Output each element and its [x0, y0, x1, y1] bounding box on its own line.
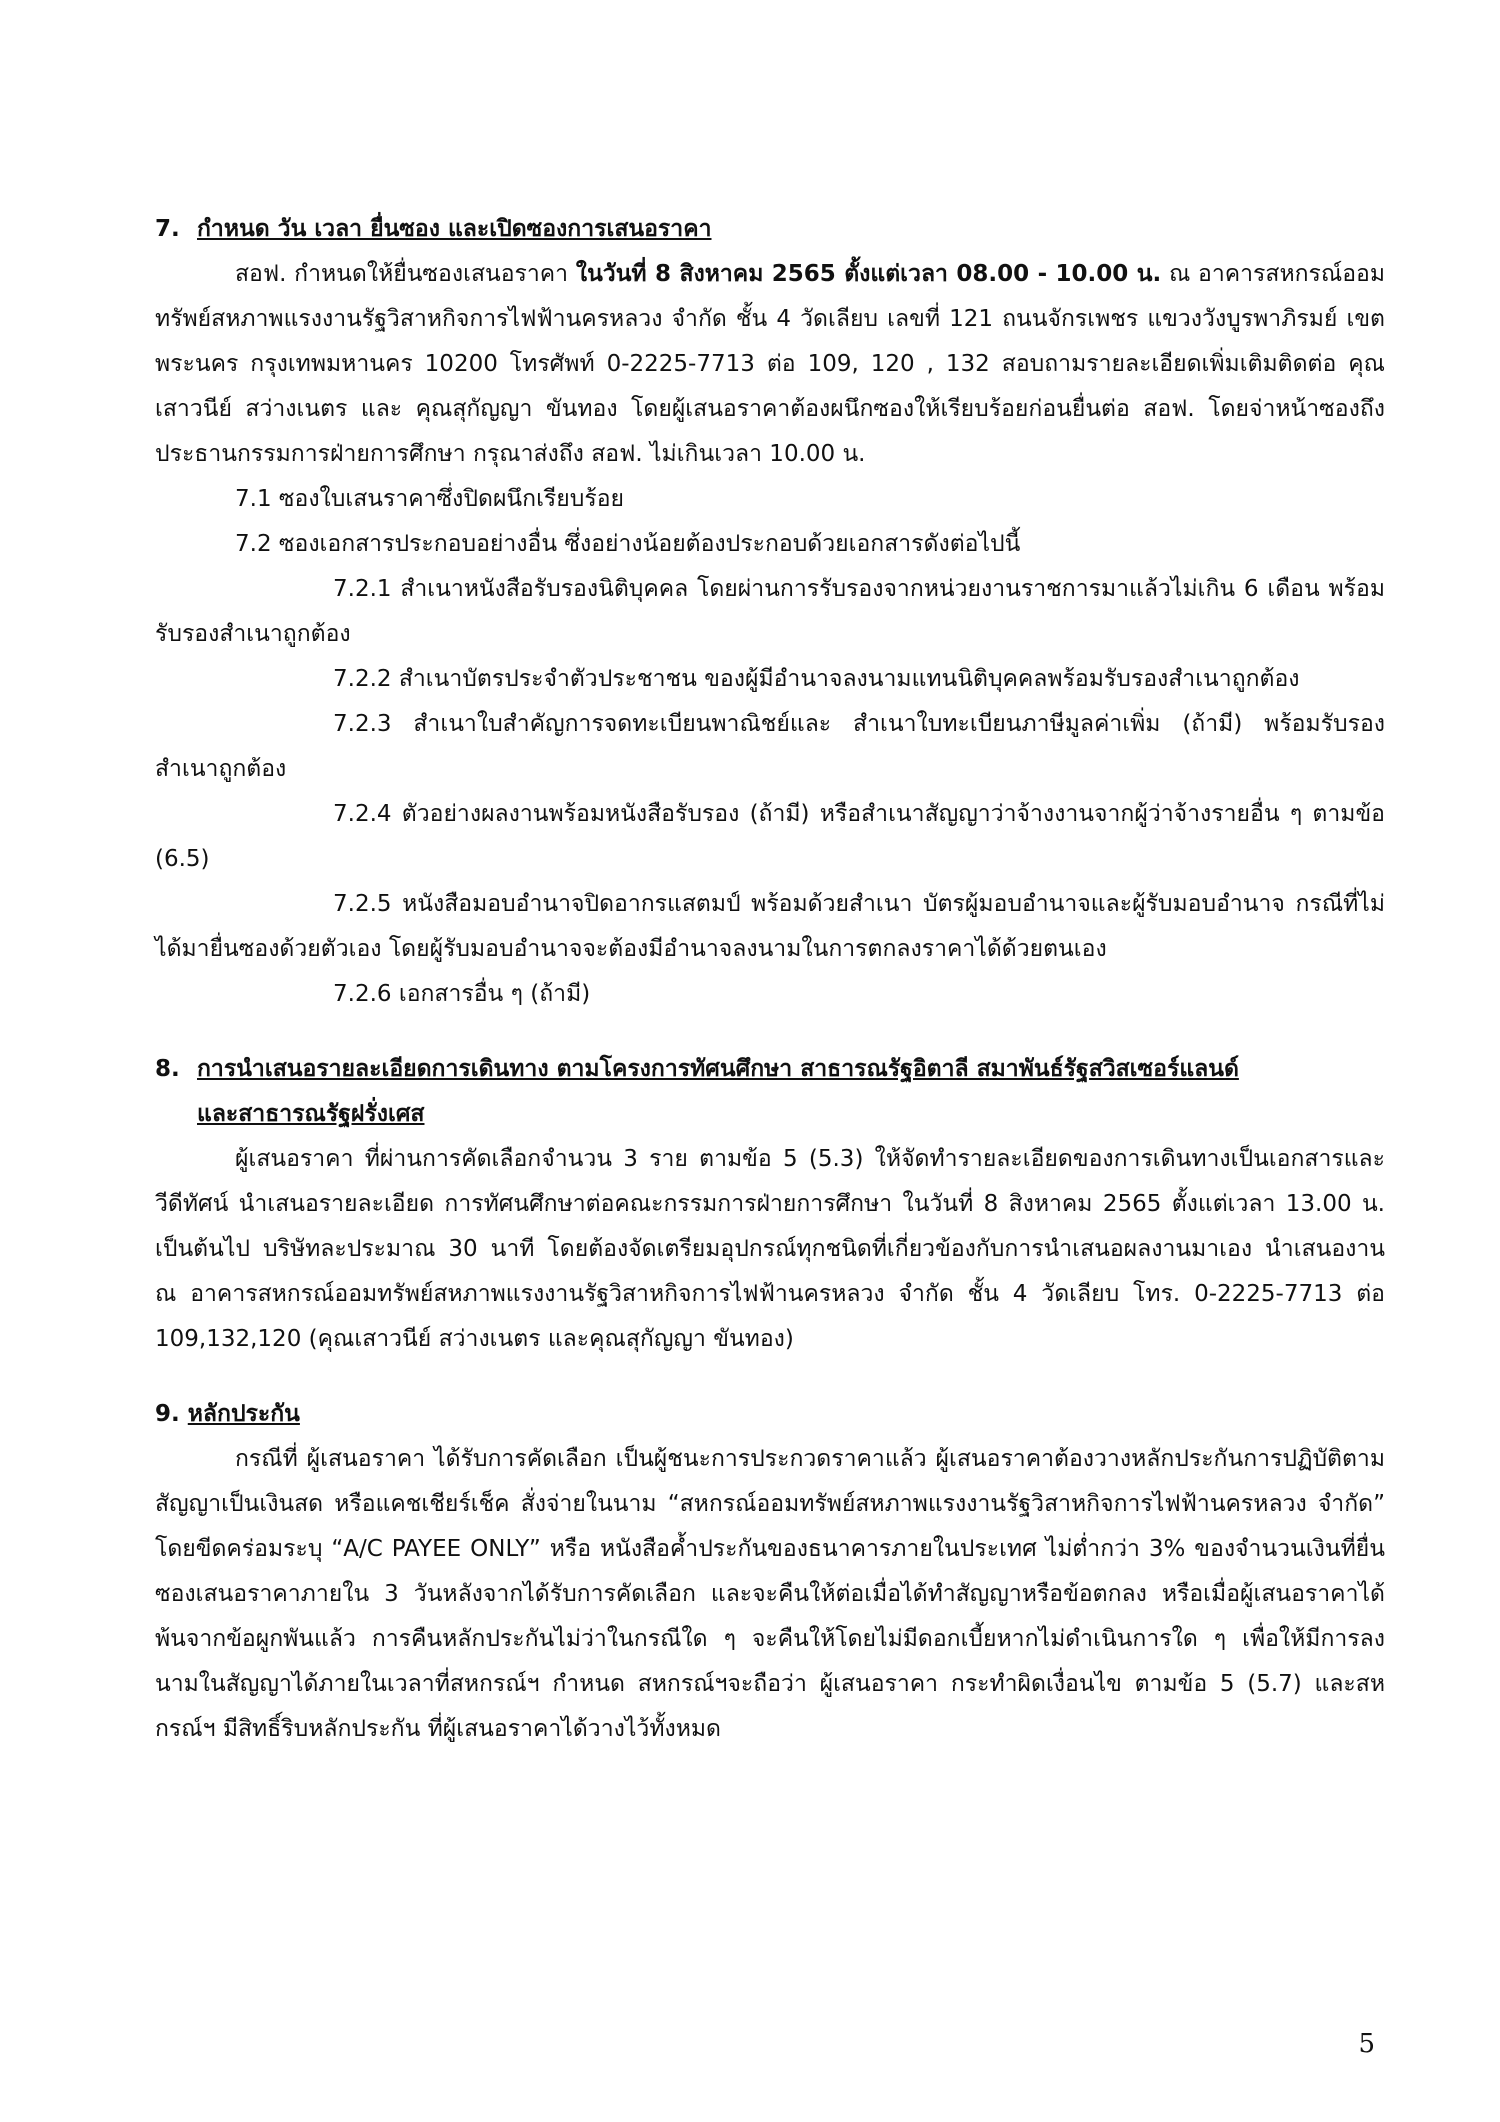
section-title-line1: การนำเสนอรายละเอียดการเดินทาง ตามโครงการทัศนศึกษา สาธารณรัฐอิตาลี สมาพันธ์รัฐสวิสเซอร์แลนด์	[197, 1056, 1239, 1082]
intro-lead: สอฟ. กำหนดให้ยื่นซองเสนอราคา	[235, 261, 576, 287]
section-8-body: ผู้เสนอราคา ที่ผ่านการคัดเลือกจำนวน 3 ราย ตามข้อ 5 (5.3) ให้จัดทำรายละเอียดของการเดินทางเป็นเอกสารและวีดีทัศน์ นำเสนอรายละเอียด การทัศนศึกษาต่อคณะกรรมการฝ่ายการศึกษา ในวันที่ 8 สิงหาคม 2565 ตั้งแต่เวลา 13.00 น. เป็นต้นไป บริษัทละประมาณ 30 นาที โดยต้องจัดเตรียมอุปกรณ์ทุกชนิดที่เกี่ยวข้องกับการนำเสนอผลงานมาเอง นำเสนองาน ณ อาคารสหกรณ์ออมทรัพย์สหภาพแรงงานรัฐวิสาหกิจการไฟฟ้านครหลวง จำกัด ชั้น 4 วัดเลียบ โทร. 0-2225-7713 ต่อ 109,132,120 (คุณเสาวนีย์ สว่างเนตร และคุณสุกัญญา ขันทอง)	[155, 1146, 1385, 1352]
page-number: 5	[1358, 2029, 1375, 2059]
item-7-2-3: 7.2.3 สำเนาใบสำคัญการจดทะเบียนพาณิชย์และ สำเนาใบทะเบียนภาษีมูลค่าเพิ่ม (ถ้ามี) พร้อมรับรองสำเนาถูกต้อง	[155, 711, 1385, 782]
section-title-line2: และสาธารณรัฐฝรั่งเศส	[197, 1101, 425, 1127]
section-number: 9.	[155, 1401, 180, 1427]
intro-date-bold: ในวันที่ 8 สิงหาคม 2565 ตั้งแต่เวลา 08.00 - 10.00 น.	[575, 261, 1162, 287]
section-9-heading	[155, 1392, 1385, 1437]
document-page	[155, 207, 1385, 1752]
item-7-2-2: 7.2.2 สำเนาบัตรประจำตัวประชาชน ของผู้มีอำนาจลงนามแทนนิติบุคคลพร้อมรับรองสำเนาถูกต้อง	[333, 666, 1300, 692]
section-9-body: กรณีที่ ผู้เสนอราคา ได้รับการคัดเลือก เป็นผู้ชนะการประกวดราคาแล้ว ผู้เสนอราคาต้องวางหลักประกันการปฏิบัติตามสัญญาเป็นเงินสด หรือแคชเชียร์เช็ค สั่งจ่ายในนาม “สหกรณ์ออมทรัพย์สหภาพแรงงานรัฐวิสาหกิจการไฟฟ้านครหลวง จำกัด” โดยขีดคร่อมระบุ “A/C PAYEE ONLY” หรือ หนังสือค้ำประกันของธนาคารภายในประเทศ ไม่ต่ำกว่า 3% ของจำนวนเงินที่ยื่นซองเสนอราคาภายใน 3 วันหลังจากได้รับการคัดเลือก และจะคืนให้ต่อเมื่อได้ทำสัญญาหรือข้อตกลง หรือเมื่อผู้เสนอราคาได้พ้นจากข้อผูกพันแล้ว การคืนหลักประกันไม่ว่าในกรณีใด ๆ จะคืนให้โดยไม่มีดอกเบี้ยหากไม่ดำเนินการใด ๆ เพื่อให้มีการลงนามในสัญญาได้ภายในเวลาที่สหกรณ์ฯ กำหนด สหกรณ์ฯจะถือว่า ผู้เสนอราคา กระทำผิดเงื่อนไข ตามข้อ 5 (5.7) และสหกรณ์ฯ มีสิทธิ์ริบหลักประกัน ที่ผู้เสนอราคาได้วางไว้ทั้งหมด	[155, 1446, 1385, 1742]
section-title: กำหนด วัน เวลา ยื่นซอง และเปิดซองการเสนอราคา	[197, 216, 712, 242]
intro-details: ณ อาคารสหกรณ์ออมทรัพย์สหภาพแรงงานรัฐวิสาหกิจการไฟฟ้านครหลวง จำกัด ชั้น 4 วัดเลียบ เลขที่ 121 ถนนจักรเพชร แขวงวังบูรพาภิรมย์ เขตพระนคร กรุงเทพมหานคร 10200 โทรศัพท์ 0-2225-7713 ต่อ 109, 120 , 132 สอบถามรายละเอียดเพิ่มเติมติดต่อ คุณเสาวนีย์ สว่างเนตร และ คุณสุกัญญา ขันทอง โดยผู้เสนอราคาต้องผนึกซองให้เรียบร้อยก่อนยื่นต่อ สอฟ. โดยจ่าหน้าซองถึงประธานกรรมการฝ่ายการศึกษา กรุณาส่งถึง สอฟ. ไม่เกินเวลา 10.00 น.	[155, 261, 1386, 467]
item-7-2-5: 7.2.5 หนังสือมอบอำนาจปิดอากรแสตมป์ พร้อมด้วยสำเนา บัตรผู้มอบอำนาจและผู้รับมอบอำนาจ กรณีที่ไม่ได้มายื่นซองด้วยตัวเอง โดยผู้รับมอบอำนาจจะต้องมีอำนาจลงนามในการตกลงราคาได้ด้วยตนเอง	[155, 891, 1385, 962]
section-title: หลักประกัน	[187, 1401, 300, 1427]
item-7-2-4: 7.2.4 ตัวอย่างผลงานพร้อมหนังสือรับรอง (ถ้ามี) หรือสำเนาสัญญาว่าจ้างงานจากผู้ว่าจ้างรายอื่น ๆ ตามข้อ (6.5)	[155, 801, 1385, 872]
section-8-heading-cont	[155, 1092, 1385, 1137]
section-number: 8.	[155, 1056, 180, 1082]
item-7-2: 7.2 ซองเอกสารประกอบอย่างอื่น ซึ่งอย่างน้อยต้องประกอบด้วยเอกสารดังต่อไปนี้	[235, 531, 1021, 557]
item-7-2-6: 7.2.6 เอกสารอื่น ๆ (ถ้ามี)	[333, 981, 591, 1007]
item-7-1: 7.1 ซองใบเสนราคาซึ่งปิดผนึกเรียบร้อย	[235, 486, 625, 512]
section-7-heading	[155, 207, 1385, 252]
section-number: 7.	[155, 216, 180, 242]
section-7-intro	[155, 252, 1385, 477]
item-7-2-1: 7.2.1 สำเนาหนังสือรับรองนิติบุคคล โดยผ่านการรับรองจากหน่วยงานราชการมาแล้วไม่เกิน 6 เดือน พร้อมรับรองสำเนาถูกต้อง	[155, 576, 1385, 647]
section-8-heading	[155, 1047, 1385, 1092]
